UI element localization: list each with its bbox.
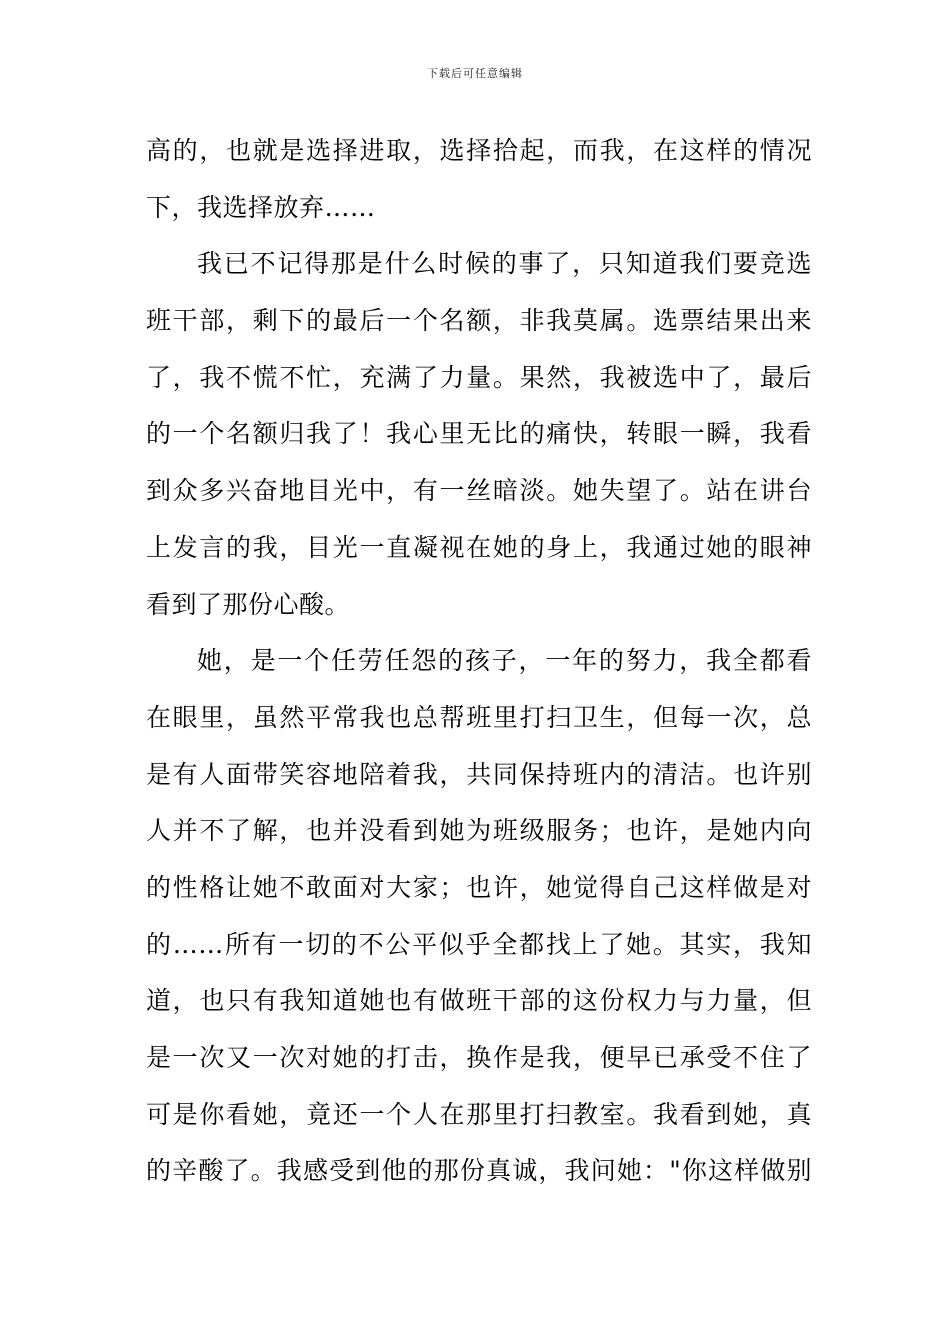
paragraph-first-line: 我已不记得那是什么时候的事了，只知道我们要竞选 <box>197 249 812 279</box>
text-line: 的性格让她不敢面对大家；也许，她觉得自己这样做是对 <box>146 872 812 902</box>
text-line: 到众多兴奋地目光中，有一丝暗淡。她失望了。站在讲台 <box>146 476 812 506</box>
text-line: 在眼里，虽然平常我也总帮班里打扫卫生，但每一次，总 <box>146 702 812 732</box>
text-line: 的……所有一切的不公平似乎全都找上了她。其实，我知 <box>146 929 812 959</box>
text-line: 上发言的我，目光一直凝视在她的身上，我通过她的眼神 <box>146 532 812 562</box>
text-line: 可是你看她，竟还一个人在那里打扫教室。我看到她，真 <box>146 1099 812 1129</box>
text-line: 道，也只有我知道她也有做班干部的这份权力与力量，但 <box>146 986 812 1016</box>
paragraph-first-line: 她，是一个任劳任怨的孩子，一年的努力，我全都看 <box>197 646 812 676</box>
text-line: 是有人面带笑容地陪着我，共同保持班内的清洁。也许别 <box>146 759 812 789</box>
text-line: 班干部，剩下的最后一个名额，非我莫属。选票结果出来 <box>146 306 812 336</box>
text-line: 下，我选择放弃…… <box>146 192 376 222</box>
text-line: 的辛酸了。我感受到他的那份真诚，我问她："你这样做别 <box>146 1156 812 1186</box>
page-header: 下载后可任意编辑 <box>427 67 523 80</box>
text-line: 的一个名额归我了！我心里无比的痛快，转眼一瞬，我看 <box>146 419 812 449</box>
essay-body <box>146 123 812 1200</box>
text-line: 看到了那份心酸。 <box>146 589 351 619</box>
text-line: 了，我不慌不忙，充满了力量。果然，我被选中了，最后 <box>146 362 812 392</box>
text-line: 是一次又一次对她的打击，换作是我，便早已承受不住了 <box>146 1043 812 1072</box>
text-line: 高的，也就是选择进取，选择拾起，而我，在这样的情况 <box>146 136 812 165</box>
text-line: 人并不了解，也并没看到她为班级服务；也许，是她内向 <box>146 816 812 846</box>
